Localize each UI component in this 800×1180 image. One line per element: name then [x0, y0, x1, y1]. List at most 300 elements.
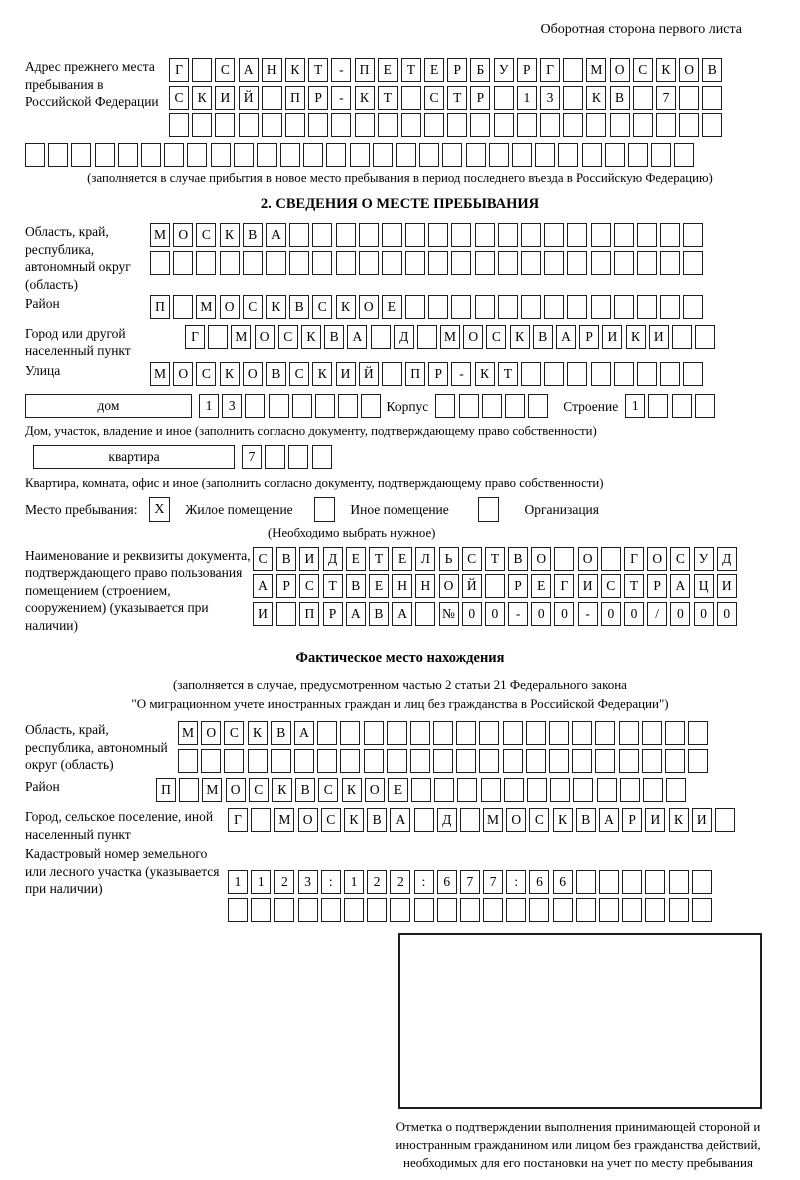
char-cell: К	[669, 808, 689, 832]
char-cell: 6	[529, 870, 549, 894]
char-cell: В	[367, 808, 387, 832]
char-cell: И	[215, 86, 235, 110]
char-cell	[660, 362, 680, 386]
char-cell: Е	[531, 574, 551, 598]
char-cell: С	[249, 778, 269, 802]
apartment-note: Квартира, комната, офис и иное (заполнить согласно документу, подтверждающему право собственности)	[25, 475, 604, 490]
char-cell	[118, 143, 138, 167]
char-cell	[482, 394, 502, 418]
char-cell: 6	[553, 870, 573, 894]
stay-type-checkbox-organization	[478, 497, 499, 522]
char-cell	[591, 251, 611, 275]
char-cell	[683, 251, 703, 275]
cadastral-block	[25, 845, 775, 925]
region-block	[25, 223, 775, 293]
char-cell: 3	[540, 86, 560, 110]
char-cell: В	[369, 602, 389, 626]
char-cell	[303, 143, 323, 167]
char-cell: И	[299, 547, 319, 571]
char-cell	[614, 223, 634, 247]
char-cell: С	[289, 362, 309, 386]
stay-type-option-residential: Жилое помещение	[185, 501, 293, 517]
char-cell: Б	[470, 58, 490, 82]
char-cell: О	[255, 325, 275, 349]
char-cell	[572, 721, 592, 745]
char-cell: /	[647, 602, 667, 626]
char-cell: Г	[624, 547, 644, 571]
char-cell	[437, 898, 457, 922]
char-cell: Г	[185, 325, 205, 349]
char-cell	[433, 749, 453, 773]
char-cell: А	[556, 325, 576, 349]
char-cell	[355, 113, 375, 137]
char-cell	[141, 143, 161, 167]
char-cell: П	[150, 295, 170, 319]
char-cell	[521, 362, 541, 386]
house-number-cells	[199, 394, 385, 419]
char-cell: К	[336, 295, 356, 319]
actual-district-block	[25, 778, 775, 806]
char-cell	[417, 325, 437, 349]
char-cell: 0	[462, 602, 482, 626]
char-cell	[378, 113, 398, 137]
house-box-label: дом	[25, 394, 192, 418]
char-cell	[702, 113, 722, 137]
char-cell: Е	[346, 547, 366, 571]
char-cell	[331, 113, 351, 137]
char-cell	[672, 325, 692, 349]
char-cell	[382, 223, 402, 247]
char-cell	[312, 445, 332, 469]
char-cell: С	[486, 325, 506, 349]
char-cell	[591, 223, 611, 247]
char-cell	[550, 778, 570, 802]
char-cell	[645, 898, 665, 922]
char-cell	[173, 251, 193, 275]
char-cell: К	[553, 808, 573, 832]
char-cell: П	[405, 362, 425, 386]
actual-region-label: Область, край, республика, автономный округ (область)	[25, 722, 168, 773]
char-cell: О	[610, 58, 630, 82]
char-cell	[549, 721, 569, 745]
char-cell: С	[670, 547, 690, 571]
char-cell	[526, 721, 546, 745]
char-cell: С	[321, 808, 341, 832]
char-cell: В	[276, 547, 296, 571]
char-cell: К	[301, 325, 321, 349]
char-cell	[401, 113, 421, 137]
char-cell	[344, 898, 364, 922]
char-cell: К	[272, 778, 292, 802]
char-cell	[466, 143, 486, 167]
char-cell	[567, 362, 587, 386]
document-cells	[253, 547, 740, 630]
char-cell	[475, 295, 495, 319]
cadastral-row-1	[228, 870, 715, 895]
char-cell: К	[510, 325, 530, 349]
char-cell: Т	[447, 86, 467, 110]
region-cells	[150, 223, 707, 278]
char-cell: Л	[415, 547, 435, 571]
char-cell: О	[679, 58, 699, 82]
char-cell: М	[150, 362, 170, 386]
char-cell	[567, 251, 587, 275]
char-cell	[71, 143, 91, 167]
char-cell	[428, 295, 448, 319]
char-cell	[506, 898, 526, 922]
char-cell: Р	[470, 86, 490, 110]
char-cell: Р	[579, 325, 599, 349]
char-cell	[265, 445, 285, 469]
confirmation-stamp-box	[398, 933, 762, 1109]
char-cell: С	[312, 295, 332, 319]
char-cell	[505, 394, 525, 418]
char-cell	[401, 86, 421, 110]
char-cell	[173, 295, 193, 319]
korpus-label: Корпус	[386, 398, 429, 414]
char-cell: И	[578, 574, 598, 598]
street-row	[150, 362, 707, 387]
char-cell: К	[342, 778, 362, 802]
char-cell	[271, 749, 291, 773]
char-cell	[280, 143, 300, 167]
char-cell	[535, 143, 555, 167]
char-cell	[428, 251, 448, 275]
char-cell	[692, 870, 712, 894]
char-cell: С	[462, 547, 482, 571]
char-cell	[460, 808, 480, 832]
char-cell: П	[285, 86, 305, 110]
actual-city-row	[228, 808, 738, 833]
char-cell: Р	[622, 808, 642, 832]
char-cell: С	[318, 778, 338, 802]
char-cell: В	[702, 58, 722, 82]
char-cell	[460, 898, 480, 922]
char-cell	[321, 898, 341, 922]
char-cell: 3	[222, 394, 242, 418]
char-cell: К	[248, 721, 268, 745]
cadastral-row-2	[228, 898, 715, 923]
document-block	[25, 547, 775, 635]
char-cell	[475, 223, 495, 247]
char-cell	[672, 394, 692, 418]
char-cell	[336, 251, 356, 275]
section-2-title: 2. СВЕДЕНИЯ О МЕСТЕ ПРЕБЫВАНИЯ	[260, 196, 540, 213]
char-cell	[451, 295, 471, 319]
page-side-note: Оборотная сторона первого листа	[540, 22, 742, 37]
char-cell	[599, 898, 619, 922]
char-cell: А	[347, 325, 367, 349]
char-cell: В	[266, 362, 286, 386]
char-cell	[702, 86, 722, 110]
char-cell: №	[439, 602, 459, 626]
char-cell	[633, 86, 653, 110]
actual-location-title: Фактическое место нахождения	[295, 650, 505, 667]
char-cell	[660, 295, 680, 319]
char-cell	[396, 143, 416, 167]
char-cell	[338, 394, 358, 418]
char-cell	[475, 251, 495, 275]
char-cell	[643, 778, 663, 802]
char-cell: В	[610, 86, 630, 110]
char-cell	[527, 778, 547, 802]
char-cell: Р	[517, 58, 537, 82]
char-cell: П	[156, 778, 176, 802]
char-cell: 2	[390, 870, 410, 894]
char-cell	[405, 251, 425, 275]
document-row-1	[253, 547, 740, 572]
char-cell: С	[169, 86, 189, 110]
char-cell	[456, 749, 476, 773]
prev-address-cells	[169, 58, 726, 141]
char-cell: И	[692, 808, 712, 832]
char-cell: О	[226, 778, 246, 802]
char-cell: Е	[378, 58, 398, 82]
char-cell	[451, 223, 471, 247]
char-cell	[470, 113, 490, 137]
actual-district-label: Район	[25, 779, 60, 795]
prev-address-note: (заполняется в случае прибытия в новое место пребывания в период последнего въезда в Российскую Федерацию)	[87, 171, 713, 186]
char-cell	[405, 295, 425, 319]
char-cell	[540, 113, 560, 137]
char-cell: К	[344, 808, 364, 832]
char-cell	[586, 113, 606, 137]
char-cell	[239, 113, 259, 137]
char-cell	[572, 749, 592, 773]
char-cell	[567, 295, 587, 319]
char-cell	[434, 778, 454, 802]
char-cell: Т	[401, 58, 421, 82]
char-cell	[228, 898, 248, 922]
char-cell: А	[390, 808, 410, 832]
char-cell	[410, 749, 430, 773]
char-cell	[289, 251, 309, 275]
char-cell: И	[253, 602, 273, 626]
char-cell	[619, 721, 639, 745]
char-cell	[289, 223, 309, 247]
char-cell: 0	[554, 602, 574, 626]
char-cell: М	[440, 325, 460, 349]
district-label: Район	[25, 296, 60, 312]
char-cell	[483, 898, 503, 922]
char-cell	[494, 86, 514, 110]
region-row-2	[150, 251, 707, 276]
stroenie-label: Строение	[563, 398, 619, 414]
char-cell	[554, 547, 574, 571]
char-cell: И	[602, 325, 622, 349]
char-cell: Т	[624, 574, 644, 598]
char-cell	[544, 295, 564, 319]
char-cell	[595, 749, 615, 773]
char-cell	[695, 394, 715, 418]
prev-address-row-4	[25, 143, 775, 168]
char-cell: Е	[388, 778, 408, 802]
char-cell: В	[576, 808, 596, 832]
char-cell	[503, 749, 523, 773]
char-cell	[361, 394, 381, 418]
char-cell: А	[670, 574, 690, 598]
char-cell	[312, 223, 332, 247]
char-cell	[695, 325, 715, 349]
char-cell: Е	[369, 574, 389, 598]
actual-city-label: Город, сельское поселение, иной населенный пункт	[25, 809, 214, 842]
char-cell	[317, 749, 337, 773]
char-cell: С	[253, 547, 273, 571]
char-cell	[544, 223, 564, 247]
char-cell: К	[220, 223, 240, 247]
char-cell: 1	[251, 870, 271, 894]
char-cell: М	[483, 808, 503, 832]
char-cell: Ц	[694, 574, 714, 598]
char-cell: К	[626, 325, 646, 349]
cadastral-label: Кадастровый номер земельного или лесного участка (указывается при наличии)	[25, 846, 220, 897]
char-cell	[526, 749, 546, 773]
char-cell: 1	[625, 394, 645, 418]
city-row	[185, 325, 718, 350]
document-row-2	[253, 574, 740, 599]
actual-location-subtitle-2: "О миграционном учете иностранных граждан и лиц без гражданства в Российской Федерации")	[131, 696, 669, 712]
char-cell	[529, 898, 549, 922]
korpus-cells	[435, 394, 551, 419]
char-cell	[262, 86, 282, 110]
char-cell: :	[321, 870, 341, 894]
char-cell: Т	[498, 362, 518, 386]
apartment-block	[33, 445, 775, 473]
char-cell: Р	[276, 574, 296, 598]
char-cell	[48, 143, 68, 167]
char-cell	[498, 295, 518, 319]
region-label: Область, край, республика, автономный округ (область)	[25, 224, 131, 292]
char-cell: 1	[228, 870, 248, 894]
apartment-cells	[242, 445, 335, 470]
char-cell	[656, 113, 676, 137]
char-cell	[179, 778, 199, 802]
char-cell: О	[243, 362, 263, 386]
char-cell	[359, 251, 379, 275]
char-cell: Н	[392, 574, 412, 598]
region-row-1	[150, 223, 707, 248]
char-cell: Е	[424, 58, 444, 82]
document-row-3	[253, 602, 740, 627]
char-cell	[251, 808, 271, 832]
char-cell: Д	[323, 547, 343, 571]
char-cell: В	[271, 721, 291, 745]
char-cell: Р	[323, 602, 343, 626]
char-cell	[367, 898, 387, 922]
char-cell: Н	[262, 58, 282, 82]
char-cell: Т	[308, 58, 328, 82]
char-cell	[276, 602, 296, 626]
char-cell	[257, 143, 277, 167]
char-cell: Т	[369, 547, 389, 571]
char-cell	[648, 394, 668, 418]
stay-type-row	[25, 497, 775, 523]
char-cell: 6	[437, 870, 457, 894]
char-cell	[269, 394, 289, 418]
char-cell	[619, 749, 639, 773]
char-cell	[164, 143, 184, 167]
char-cell	[642, 721, 662, 745]
char-cell	[192, 58, 212, 82]
char-cell: Т	[485, 547, 505, 571]
char-cell	[414, 808, 434, 832]
char-cell: В	[508, 547, 528, 571]
char-cell: И	[649, 325, 669, 349]
char-cell: -	[331, 86, 351, 110]
char-cell: К	[586, 86, 606, 110]
char-cell	[326, 143, 346, 167]
char-cell	[622, 898, 642, 922]
char-cell	[683, 362, 703, 386]
char-cell: М	[178, 721, 198, 745]
char-cell	[192, 113, 212, 137]
char-cell	[601, 547, 621, 571]
char-cell: Т	[378, 86, 398, 110]
char-cell: Ь	[439, 547, 459, 571]
prev-address-row-1	[169, 58, 726, 83]
char-cell	[610, 113, 630, 137]
char-cell: -	[578, 602, 598, 626]
char-cell	[387, 749, 407, 773]
char-cell: К	[475, 362, 495, 386]
char-cell: Д	[717, 547, 737, 571]
char-cell	[220, 251, 240, 275]
char-cell: 0	[694, 602, 714, 626]
char-cell	[442, 143, 462, 167]
char-cell: 3	[298, 870, 318, 894]
char-cell	[187, 143, 207, 167]
char-cell: В	[346, 574, 366, 598]
char-cell	[292, 394, 312, 418]
char-cell: И	[717, 574, 737, 598]
stay-type-hint: (Необходимо выбрать нужное)	[268, 525, 436, 540]
city-label: Город или другой населенный пункт	[25, 325, 131, 359]
char-cell: Й	[239, 86, 259, 110]
char-cell	[405, 223, 425, 247]
char-cell: И	[336, 362, 356, 386]
char-cell	[633, 113, 653, 137]
char-cell: К	[285, 58, 305, 82]
char-cell	[410, 721, 430, 745]
city-block	[25, 325, 775, 360]
char-cell	[620, 778, 640, 802]
char-cell	[317, 721, 337, 745]
char-cell: 0	[485, 602, 505, 626]
char-cell	[224, 749, 244, 773]
char-cell	[544, 251, 564, 275]
char-cell	[498, 251, 518, 275]
char-cell	[642, 749, 662, 773]
char-cell	[683, 295, 703, 319]
char-cell	[451, 251, 471, 275]
char-cell: Т	[323, 574, 343, 598]
char-cell: Г	[554, 574, 574, 598]
char-cell	[169, 113, 189, 137]
char-cell	[178, 749, 198, 773]
char-cell	[549, 749, 569, 773]
char-cell: Г	[540, 58, 560, 82]
char-cell	[234, 143, 254, 167]
char-cell	[494, 113, 514, 137]
char-cell	[364, 721, 384, 745]
char-cell	[669, 898, 689, 922]
char-cell	[628, 143, 648, 167]
char-cell: :	[414, 870, 434, 894]
actual-region-row-2	[178, 749, 711, 774]
char-cell	[208, 325, 228, 349]
char-cell	[371, 325, 391, 349]
char-cell: Р	[508, 574, 528, 598]
